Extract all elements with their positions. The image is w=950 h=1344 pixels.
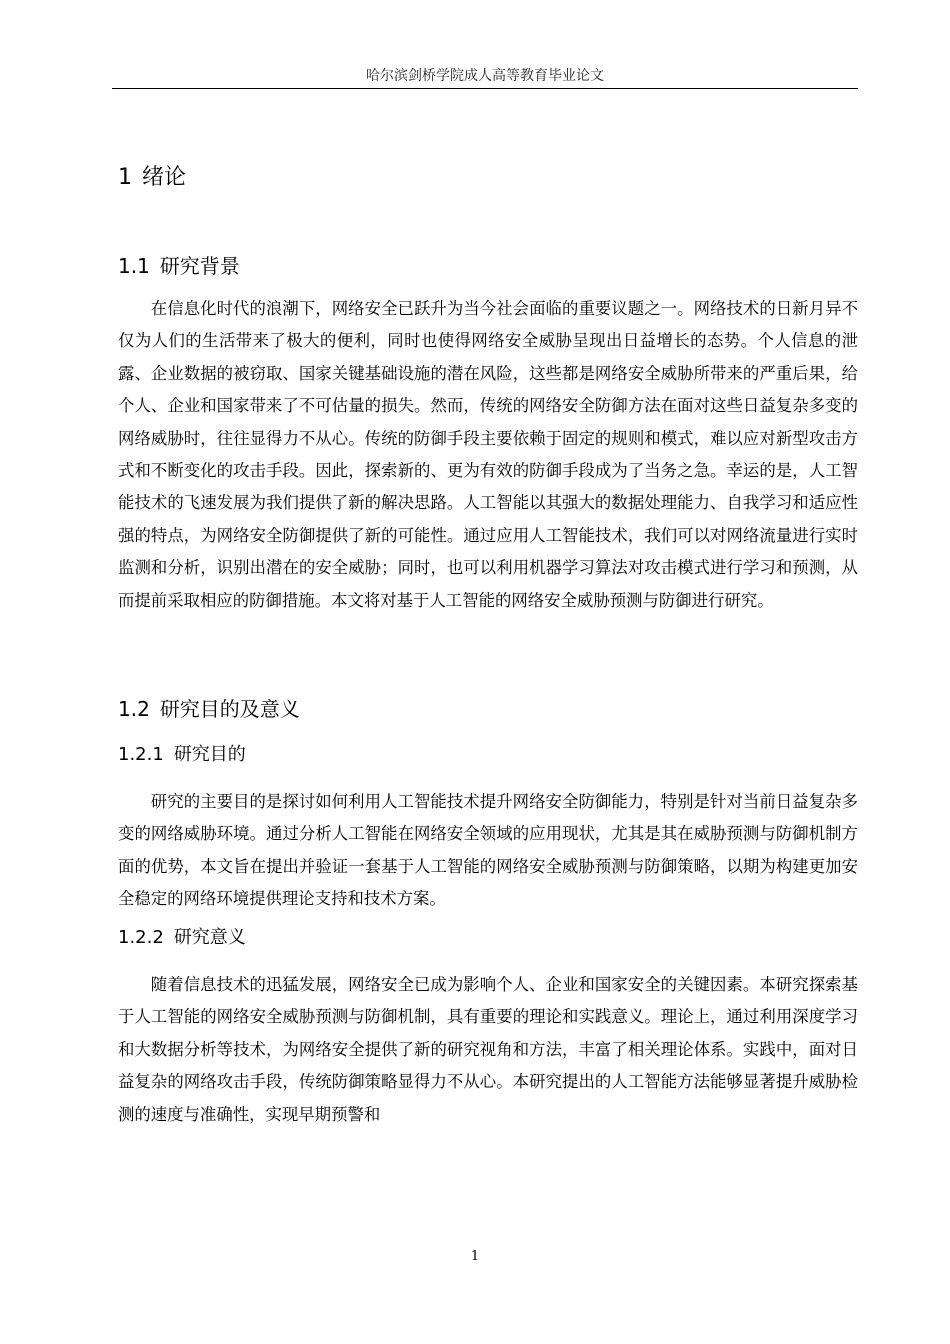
section-title: 研究目的及意义 (159, 697, 300, 721)
subsection-heading-1-2-2 (118, 925, 246, 951)
paragraph-research-background: 在信息化时代的浪潮下，网络安全已跃升为当今社会面临的重要议题之一。网络技术的日新月异不仅为人们的生活带来了极大的便利，同时也使得网络安全威胁呈现出日益增长的态势。个人信息的泄露、企业数据的被窃取、国家关键基础设施的潜在风险，这些都是网络安全威胁所带来的严重后果，给个人、企业和国家带来了不可估量的损失。然而，传统的网络安全防御方法在面对这些日益复杂多变的网络威胁时，往往显得力不从心。传统的防御手段主要依赖于固定的规则和模式，难以应对新型攻击方式和不断变化的攻击手段。因此，探索新的、更为有效的防御手段成为了当务之急。幸运的是，人工智能技术的飞速发展为我们提供了新的解决思路。人工智能以其强大的数据处理能力、自我学习和适应性强的特点，为网络安全防御提供了新的可能性。通过应用人工智能技术，我们可以对网络流量进行实时监测和分析，识别出潜在的安全威胁；同时，也可以利用机器学习算法对攻击模式进行学习和预测，从而提前采取相应的防御措施。本文将对基于人工智能的网络安全威胁预测与防御进行研究。 (118, 299, 858, 610)
paragraph-research-significance: 随着信息技术的迅猛发展，网络安全已成为影响个人、企业和国家安全的关键因素。本研究探索基于人工智能的网络安全威胁预测与防御机制，具有重要的理论和实践意义。理论上，通过利用深度学习和大数据分析等技术，为网络安全提供了新的研究视角和方法，丰富了相关理论体系。实践中，面对日益复杂的网络攻击手段，传统防御策略显得力不从心。本研究提出的人工智能方法能够显著提升威胁检测的速度与准确性，实现早期预警和 (118, 975, 858, 1124)
chapter-number: 1 (118, 165, 132, 190)
page-header-title: 哈尔滨剑桥学院成人高等教育毕业论文 (366, 68, 604, 84)
section-heading-1-2 (118, 695, 300, 723)
chapter-heading (118, 163, 186, 193)
chapter-title: 绪论 (142, 165, 187, 190)
section-number: 1.2 (118, 697, 150, 721)
paragraph-research-purpose: 研究的主要目的是探讨如何利用人工智能技术提升网络安全防御能力，特别是针对当前日益复杂多变的网络威胁环境。通过分析人工智能在网络安全领域的应用现状，尤其是其在威胁预测与防御机制方面的优势，本文旨在提出并验证一套基于人工智能的网络安全威胁预测与防御策略，以期为构建更加安全稳定的网络环境提供理论支持和技术方案。 (118, 792, 858, 909)
subsection-number: 1.2.1 (118, 744, 164, 765)
section-heading-1-1 (118, 252, 240, 280)
header-divider (112, 88, 858, 89)
section-title: 研究背景 (159, 254, 240, 278)
subsection-title: 研究意义 (173, 927, 246, 948)
section-number: 1.1 (118, 254, 150, 278)
page-number: 1 (470, 1249, 480, 1264)
subsection-title: 研究目的 (173, 744, 246, 765)
subsection-heading-1-2-1 (118, 742, 246, 768)
subsection-number: 1.2.2 (118, 927, 164, 948)
